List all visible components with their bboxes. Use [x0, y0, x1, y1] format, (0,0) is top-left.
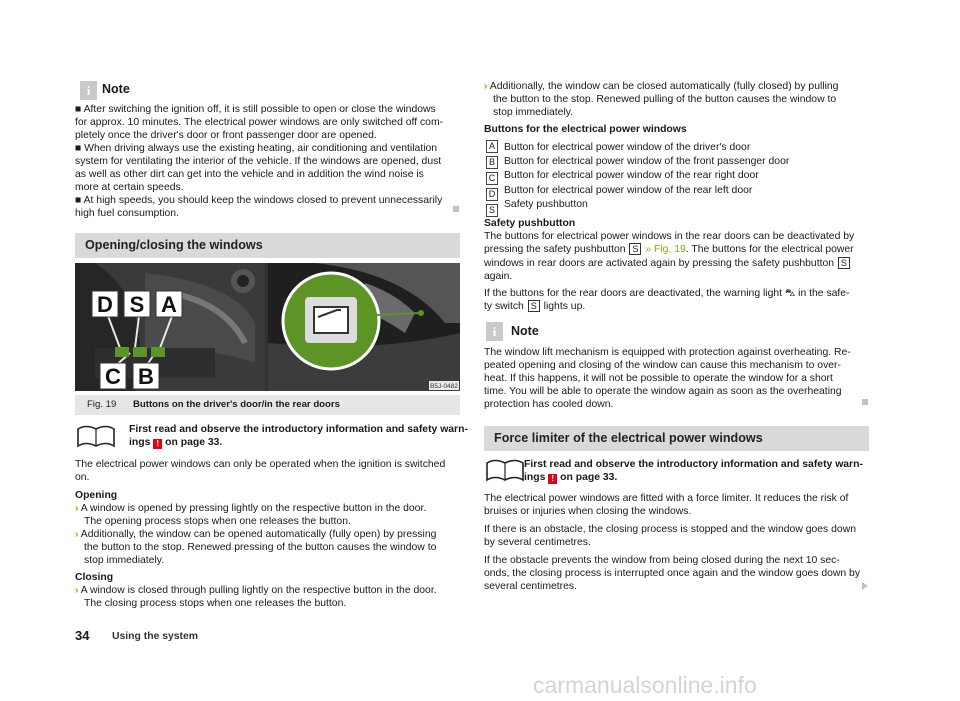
key-c: C	[486, 172, 498, 185]
key-s-inline: S	[528, 300, 540, 312]
paragraph-line: The buttons for electrical power windows in the rear doors can be deactivated by	[484, 231, 855, 242]
paragraph-line: pressing the safety pushbutton S » Fig. 19. The buttons for the electrical power	[484, 244, 854, 255]
paragraph-line: The electrical power windows are fitted with a force limiter. It reduces the risk of	[484, 493, 849, 504]
paragraph-line: If there is an obstacle, the closing process is stopped and the window goes down	[484, 524, 856, 535]
note-line: as well as other dirt can get into the vehicle and in addition the wind noise is	[75, 169, 424, 180]
note-line: more at certain speeds.	[75, 182, 184, 193]
buttons-heading: Buttons for the electrical power windows	[484, 124, 687, 135]
figure-label-a: A	[161, 292, 177, 317]
list-item: › A window is closed through pulling lightly on the respective button in the door.	[75, 585, 437, 596]
note-line: The window lift mechanism is equipped with protection against overheating. Re-	[484, 347, 851, 358]
chevron-right-icon: ›	[75, 503, 79, 514]
key-a: A	[486, 140, 498, 153]
list-item-cont: the button to the stop. Renewed pressing of the button causes the window to	[84, 542, 437, 553]
key-s: S	[486, 204, 498, 217]
read-first-line	[129, 436, 222, 449]
note-title: Note	[511, 324, 539, 338]
warning-icon: !	[153, 439, 162, 449]
list-item: › A window is opened by pressing lightly on the respective button in the door.	[75, 503, 427, 514]
figure-label-d: D	[97, 292, 113, 317]
key-description: Button for electrical power window of the front passenger door	[504, 156, 790, 167]
door-photo-illustration	[75, 263, 460, 391]
paragraph-line: If the obstacle prevents the window from being closed during the next 10 sec-	[484, 555, 840, 566]
chevron-right-icon: ›	[75, 529, 79, 540]
paragraph-line: The electrical power windows can only be operated when the ignition is switched	[75, 459, 446, 470]
opening-heading: Opening	[75, 490, 118, 501]
note-line: heat. If this happens, it will not be possible to operate the window for a short	[484, 373, 833, 384]
safety-heading: Safety pushbutton	[484, 218, 576, 229]
info-icon: i	[486, 322, 503, 341]
note-line: for approx. 10 minutes. The electrical power windows are only switched off com-	[75, 117, 444, 128]
continued-arrow-icon	[862, 582, 868, 590]
footer-section-title: Using the system	[112, 631, 199, 642]
figure-door-buttons	[75, 263, 460, 391]
key-s-inline: S	[838, 257, 850, 269]
watermark: carmanualsonline.info	[533, 672, 757, 698]
list-item-cont: stop immediately.	[493, 107, 574, 118]
warning-icon: !	[548, 474, 557, 484]
note-line: ■ When driving always use the existing heating, air conditioning and ventilation	[75, 143, 438, 154]
figure-label-c: C	[105, 364, 121, 389]
read-first-line: First read and observe the introductory information and safety warn-	[524, 459, 863, 470]
note-line: high fuel consumption.	[75, 208, 179, 219]
paragraph-line: bruises or injuries when closing the windows.	[484, 506, 692, 517]
key-legend	[486, 140, 498, 220]
paragraph-line: again.	[484, 271, 513, 282]
figure-reference-link[interactable]: » Fig. 19	[645, 244, 686, 255]
list-item: › Additionally, the window can be opened automatically (fully open) by pressing	[75, 529, 437, 540]
paragraph-line: If the buttons for the rear doors are deactivated, the warning light ⛍ in the safe-	[484, 288, 850, 299]
book-icon	[484, 457, 526, 483]
list-item-cont: The closing process stops when one releases the button.	[84, 598, 347, 609]
car-window-warning-icon: ⛍	[784, 288, 796, 299]
page-reference-link[interactable]: on page 33.	[162, 437, 223, 448]
section-end-marker	[453, 206, 459, 212]
figure-caption	[75, 395, 460, 415]
paragraph-line: on.	[75, 472, 90, 483]
paragraph-line: several centimetres.	[484, 581, 577, 592]
figure-label-b: B	[138, 364, 154, 389]
note-line: protection has cooled down.	[484, 399, 614, 410]
figure-number: Fig. 19	[87, 399, 117, 410]
key-description: Safety pushbutton	[504, 199, 588, 210]
page-number: 34	[75, 628, 90, 643]
key-description: Button for electrical power window of the rear left door	[504, 185, 753, 196]
paragraph-line: onds, the closing process is interrupted once again and the window goes down by	[484, 568, 861, 579]
key-description: Button for electrical power window of the driver's door	[504, 142, 751, 153]
info-icon: i	[80, 81, 97, 100]
list-item-cont: the button to the stop. Renewed pulling of the button causes the window to	[493, 94, 837, 105]
read-first-line: First read and observe the introductory information and safety warn-	[129, 424, 468, 435]
read-first-line	[524, 471, 617, 484]
section-heading-bar	[484, 426, 869, 451]
key-d: D	[486, 188, 498, 201]
read-first-text: ings	[524, 472, 546, 483]
note-line: ■ At high speeds, you should keep the windows closed to prevent unnecessarily	[75, 195, 443, 206]
section-heading-bar	[75, 233, 460, 258]
figure-caption-text: Buttons on the driver's door/in the rear doors	[133, 399, 340, 410]
note-line: system for ventilating the interior of the vehicle. If the windows are opened, dust	[75, 156, 442, 167]
read-first-text: ings	[129, 437, 151, 448]
key-b: B	[486, 156, 498, 169]
chevron-right-icon: ›	[484, 81, 488, 92]
figure-code: B5J-0482	[430, 383, 458, 390]
closing-heading: Closing	[75, 572, 114, 583]
paragraph-line: by several centimetres.	[484, 537, 591, 548]
note-line: time. You will be able to operate the window again as soon as the overheating	[484, 386, 842, 397]
key-s-inline: S	[629, 243, 641, 255]
book-icon	[75, 423, 117, 449]
note-line: peated opening and closing of the window can cause this mechanism to over-	[484, 360, 841, 371]
section-heading: Opening/closing the windows	[85, 238, 263, 252]
key-description: Button for electrical power window of the rear right door	[504, 170, 759, 181]
list-item-cont: stop immediately.	[84, 555, 165, 566]
list-item-cont: The opening process stops when one releases the button.	[84, 516, 351, 527]
note-line: ■ After switching the ignition off, it is still possible to open or close the windows	[75, 104, 436, 115]
chevron-right-icon: ›	[75, 585, 79, 596]
figure-label-s: S	[129, 292, 145, 317]
section-end-marker	[862, 399, 868, 405]
section-heading: Force limiter of the electrical power windows	[494, 431, 763, 445]
paragraph-line: ty switch S lights up.	[484, 301, 586, 312]
list-item: › Additionally, the window can be closed automatically (fully closed) by pulling	[484, 81, 839, 92]
page-reference-link[interactable]: on page 33.	[557, 472, 618, 483]
paragraph-line: windows in rear doors are activated again by pressing the safety pushbutton S	[484, 257, 851, 270]
note-line: pletely once the driver's door or front passenger door are opened.	[75, 130, 377, 141]
note-title: Note	[102, 82, 130, 96]
